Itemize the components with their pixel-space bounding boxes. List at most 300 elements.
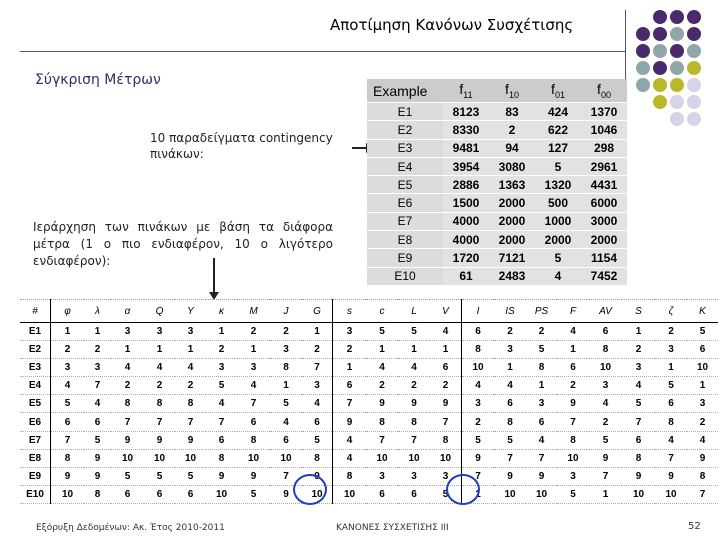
rank-cell: 5: [430, 485, 462, 503]
rank-cell: 2: [51, 341, 85, 359]
rank-cell: 2: [333, 341, 367, 359]
rank-cell: 6: [589, 323, 622, 341]
rank-cell: 7: [494, 449, 526, 467]
rank-cell: 8: [144, 395, 175, 413]
ranking-header-cell: κ: [206, 300, 237, 323]
rank-cell: 1: [462, 485, 495, 503]
ranking-row: [20, 341, 718, 359]
contingency-row: [367, 231, 627, 249]
rank-cell: 6: [51, 413, 85, 431]
rank-cell: 8: [111, 395, 144, 413]
rank-cell: 3: [84, 359, 111, 377]
rank-cell: 8: [622, 449, 655, 467]
contingency-description: 10 παραδείγματα contingency πινάκων:: [150, 131, 333, 161]
rank-cell: 5: [494, 431, 526, 449]
rank-cell: 3: [144, 323, 175, 341]
rank-cell: 10: [302, 485, 333, 503]
rank-cell: 6: [270, 431, 302, 449]
rank-cell: 4: [366, 359, 398, 377]
rank-cell: 2: [206, 341, 237, 359]
rank-cell: 3: [462, 395, 495, 413]
frequency-cell: 1154: [581, 249, 627, 267]
rank-cell: 6: [655, 395, 687, 413]
rank-cell: 3: [270, 341, 302, 359]
f00-header: $f_{00}$: [581, 79, 627, 103]
rank-cell: 3: [206, 359, 237, 377]
frequency-cell: 424: [535, 103, 581, 121]
decorative-dot: [636, 44, 650, 58]
rank-cell: 1: [144, 341, 175, 359]
rank-cell: 5: [589, 431, 622, 449]
rank-cell: 4: [144, 359, 175, 377]
rank-cell: 1: [687, 377, 718, 395]
rank-cell: 5: [366, 323, 398, 341]
rank-cell: 9: [366, 395, 398, 413]
highlight-circle-g-e10: [293, 474, 327, 505]
ranking-table: [20, 299, 718, 504]
ranking-header-cell: PS: [526, 300, 557, 323]
rank-cell: 3: [430, 467, 462, 485]
rank-cell: 8: [270, 359, 302, 377]
frequency-cell: 1320: [535, 176, 581, 194]
rank-cell: 7: [206, 413, 237, 431]
rank-cell: 6: [366, 485, 398, 503]
frequency-cell: 2961: [581, 157, 627, 175]
rank-cell: 3: [237, 359, 270, 377]
ranking-header-cell: ζ: [655, 300, 687, 323]
decorative-dot: [653, 78, 667, 92]
rank-cell: 2: [302, 341, 333, 359]
ranking-row-label: E2: [20, 341, 51, 359]
rank-cell: 6: [398, 485, 430, 503]
rank-cell: 2: [111, 377, 144, 395]
f01-header: $f_{01}$: [535, 79, 581, 103]
decorative-dot: [653, 44, 667, 58]
frequency-cell: 1370: [581, 103, 627, 121]
frequency-cell: 127: [535, 139, 581, 157]
rank-cell: 5: [398, 323, 430, 341]
rank-cell: 4: [333, 449, 367, 467]
rank-cell: 7: [302, 359, 333, 377]
ranking-header-cell: #: [20, 300, 51, 323]
rank-cell: 4: [494, 377, 526, 395]
frequency-cell: 1500: [443, 194, 489, 212]
rank-cell: 8: [175, 395, 206, 413]
rank-cell: 8: [430, 431, 462, 449]
rank-cell: 2: [687, 413, 718, 431]
ranking-row-label: E6: [20, 413, 51, 431]
rank-cell: 5: [51, 395, 85, 413]
rank-cell: 1: [398, 341, 430, 359]
rank-cell: 2: [655, 323, 687, 341]
rank-cell: 2: [84, 341, 111, 359]
ranking-row-label: E4: [20, 377, 51, 395]
decorative-dot: [653, 10, 667, 24]
decorative-dot: [653, 61, 667, 75]
rank-cell: 10: [144, 449, 175, 467]
highlight-circle-i-e10: [446, 474, 480, 505]
decorative-dot: [687, 27, 701, 41]
ranking-header-cell: c: [366, 300, 398, 323]
rank-cell: 4: [270, 413, 302, 431]
ranking-header-cell: s: [333, 300, 367, 323]
rank-cell: 3: [111, 323, 144, 341]
rank-cell: 7: [622, 413, 655, 431]
frequency-cell: 1046: [581, 121, 627, 139]
ranking-row-label: E7: [20, 431, 51, 449]
rank-cell: 10: [111, 449, 144, 467]
rank-cell: 7: [111, 413, 144, 431]
rank-cell: 10: [398, 449, 430, 467]
rank-cell: 6: [144, 485, 175, 503]
rank-cell: 3: [494, 341, 526, 359]
rank-cell: 1: [655, 359, 687, 377]
rank-cell: 1: [589, 485, 622, 503]
frequency-cell: 94: [489, 139, 535, 157]
ranking-header-cell: Y: [175, 300, 206, 323]
rank-cell: 10: [526, 485, 557, 503]
rank-cell: 8: [557, 431, 589, 449]
frequency-cell: 622: [535, 121, 581, 139]
frequency-cell: 1720: [443, 249, 489, 267]
rank-cell: 7: [237, 395, 270, 413]
example-label: E6: [367, 194, 443, 212]
ranking-header-cell: L: [398, 300, 430, 323]
rank-cell: 10: [366, 449, 398, 467]
rank-cell: 4: [333, 431, 367, 449]
rank-cell: 4: [111, 359, 144, 377]
decorative-dot: [670, 112, 684, 126]
rank-cell: 7: [333, 395, 367, 413]
rank-cell: 5: [270, 395, 302, 413]
rank-cell: 2: [237, 323, 270, 341]
rank-cell: 9: [270, 485, 302, 503]
rank-cell: 7: [687, 485, 718, 503]
ranking-header-cell: α: [111, 300, 144, 323]
ranking-header-cell: F: [557, 300, 589, 323]
rank-cell: 1: [430, 341, 462, 359]
ranking-row-label: E1: [20, 323, 51, 341]
rank-cell: 1: [622, 323, 655, 341]
frequency-cell: 8330: [443, 121, 489, 139]
ranking-row: [20, 413, 718, 431]
rank-cell: 6: [111, 485, 144, 503]
rank-cell: 4: [687, 431, 718, 449]
rank-cell: 9: [430, 395, 462, 413]
rank-cell: 3: [687, 395, 718, 413]
ranking-header-cell: φ: [51, 300, 85, 323]
rank-cell: 7: [366, 431, 398, 449]
decorative-dot: [636, 27, 650, 41]
rank-cell: 7: [462, 467, 495, 485]
frequency-cell: 1000: [535, 212, 581, 230]
rank-cell: 8: [462, 341, 495, 359]
rank-cell: 9: [144, 431, 175, 449]
frequency-cell: 7452: [581, 267, 627, 285]
rank-cell: 9: [557, 395, 589, 413]
rank-cell: 4: [589, 395, 622, 413]
ranking-description: Ιεράρχηση των πινάκων με βάση τα διάφορα μέτρα (1 ο πιο ενδιαφέρον, 10 ο λιγότερο ενδιαφέρον):: [33, 220, 333, 268]
rank-cell: 10: [687, 359, 718, 377]
example-label: E4: [367, 157, 443, 175]
rank-cell: 5: [687, 323, 718, 341]
rank-cell: 6: [237, 413, 270, 431]
contingency-row: [367, 157, 627, 175]
rank-cell: 10: [333, 485, 367, 503]
ranking-row: [20, 449, 718, 467]
rank-cell: 2: [430, 377, 462, 395]
decorative-dot: [687, 112, 701, 126]
rank-cell: 1: [557, 341, 589, 359]
rank-cell: 4: [51, 377, 85, 395]
rank-cell: 5: [622, 395, 655, 413]
rank-cell: 8: [302, 449, 333, 467]
rank-cell: 3: [333, 323, 367, 341]
rank-cell: 2: [366, 377, 398, 395]
rank-cell: 6: [687, 341, 718, 359]
decorative-dot: [636, 61, 650, 75]
rank-cell: 9: [84, 449, 111, 467]
contingency-row: [367, 103, 627, 121]
frequency-cell: 2000: [581, 231, 627, 249]
rank-cell: 9: [111, 431, 144, 449]
decorative-dot: [670, 78, 684, 92]
frequency-cell: 5: [535, 157, 581, 175]
ranking-row-label: E3: [20, 359, 51, 377]
rank-cell: 6: [462, 323, 495, 341]
contingency-table: [367, 79, 627, 286]
ranking-row-label: E5: [20, 395, 51, 413]
rank-cell: 8: [526, 359, 557, 377]
ranking-row-label: E9: [20, 467, 51, 485]
f10-header: $f_{10}$: [489, 79, 535, 103]
rank-cell: 4: [302, 395, 333, 413]
rank-cell: 8: [51, 449, 85, 467]
rank-cell: 9: [175, 431, 206, 449]
rank-cell: 8: [237, 431, 270, 449]
ranking-header-cell: I: [462, 300, 495, 323]
ranking-row: [20, 395, 718, 413]
rank-cell: 3: [175, 323, 206, 341]
decorative-dot: [653, 27, 667, 41]
rank-cell: 2: [398, 377, 430, 395]
rank-cell: 10: [494, 485, 526, 503]
frequency-cell: 61: [443, 267, 489, 285]
slide-subtitle: Σύγκριση Μέτρων: [35, 72, 161, 88]
rank-cell: 2: [144, 377, 175, 395]
ranking-row: [20, 431, 718, 449]
ranking-row: [20, 485, 718, 503]
rank-cell: 1: [333, 359, 367, 377]
rank-cell: 6: [557, 359, 589, 377]
rank-cell: 9: [333, 413, 367, 431]
ranking-header-cell: J: [270, 300, 302, 323]
contingency-row: [367, 194, 627, 212]
rank-cell: 4: [622, 377, 655, 395]
rank-cell: 8: [655, 413, 687, 431]
frequency-cell: 2000: [535, 231, 581, 249]
rank-cell: 7: [175, 413, 206, 431]
ranking-row: [20, 377, 718, 395]
ranking-header-cell: λ: [84, 300, 111, 323]
example-label: E5: [367, 176, 443, 194]
rank-cell: 1: [175, 341, 206, 359]
rank-cell: 10: [237, 449, 270, 467]
rank-cell: 4: [175, 359, 206, 377]
contingency-row: [367, 267, 627, 285]
frequency-cell: 4: [535, 267, 581, 285]
frequency-cell: 2: [489, 121, 535, 139]
rank-cell: 5: [302, 431, 333, 449]
rank-cell: 7: [398, 431, 430, 449]
rank-cell: 4: [526, 431, 557, 449]
rank-cell: 6: [494, 395, 526, 413]
rank-cell: 9: [237, 467, 270, 485]
ranking-header-cell: V: [430, 300, 462, 323]
frequency-cell: 5: [535, 249, 581, 267]
rank-cell: 2: [622, 341, 655, 359]
rank-cell: 6: [84, 413, 111, 431]
rank-cell: 2: [494, 323, 526, 341]
rank-cell: 10: [206, 485, 237, 503]
rank-cell: 5: [111, 467, 144, 485]
rank-cell: 10: [589, 359, 622, 377]
rank-cell: 7: [84, 377, 111, 395]
rank-cell: 9: [494, 467, 526, 485]
contingency-row: [367, 176, 627, 194]
footer-course: Εξόρυξη Δεδομένων: Ακ. Έτος 2010-2011: [36, 523, 225, 533]
frequency-cell: 4431: [581, 176, 627, 194]
ranking-row: [20, 359, 718, 377]
rank-cell: 4: [557, 323, 589, 341]
rank-cell: 4: [462, 377, 495, 395]
rank-cell: 7: [557, 413, 589, 431]
rank-cell: 9: [462, 449, 495, 467]
rank-cell: 5: [175, 467, 206, 485]
ranking-row-label: E10: [20, 485, 51, 503]
rank-cell: 7: [430, 413, 462, 431]
example-label: E2: [367, 121, 443, 139]
rank-cell: 8: [398, 413, 430, 431]
rank-cell: 10: [622, 485, 655, 503]
rank-cell: 6: [622, 431, 655, 449]
frequency-cell: 2886: [443, 176, 489, 194]
ranking-header-cell: M: [237, 300, 270, 323]
rank-cell: 7: [589, 467, 622, 485]
decorative-dot: [687, 44, 701, 58]
rank-cell: 8: [687, 467, 718, 485]
ranking-row: [20, 467, 718, 485]
contingency-header-row: [367, 79, 627, 103]
rank-cell: 9: [526, 467, 557, 485]
rank-cell: 2: [175, 377, 206, 395]
rank-cell: 3: [655, 341, 687, 359]
rank-cell: 10: [175, 449, 206, 467]
ranking-header-row: [20, 300, 718, 323]
frequency-cell: 8123: [443, 103, 489, 121]
rank-cell: 10: [430, 449, 462, 467]
frequency-cell: 1363: [489, 176, 535, 194]
rank-cell: 9: [84, 467, 111, 485]
example-label: E9: [367, 249, 443, 267]
rank-cell: 1: [84, 323, 111, 341]
rank-cell: 7: [526, 449, 557, 467]
rank-cell: 8: [333, 467, 367, 485]
decorative-dot: [670, 44, 684, 58]
rank-cell: 1: [237, 341, 270, 359]
rank-cell: 1: [206, 323, 237, 341]
example-label: E3: [367, 139, 443, 157]
frequency-cell: 2000: [489, 212, 535, 230]
rank-cell: 1: [302, 323, 333, 341]
frequency-cell: 4000: [443, 212, 489, 230]
rank-cell: 5: [462, 431, 495, 449]
ranking-header-cell: IS: [494, 300, 526, 323]
footer-topic: ΚΑΝΟΝΕΣ ΣΥΣΧΕΤΙΣΗΣ ΙΙΙ: [336, 523, 449, 533]
frequency-cell: 83: [489, 103, 535, 121]
rank-cell: 9: [302, 467, 333, 485]
ranking-header-cell: AV: [589, 300, 622, 323]
rank-cell: 9: [51, 467, 85, 485]
frequency-cell: 298: [581, 139, 627, 157]
frequency-cell: 6000: [581, 194, 627, 212]
rank-cell: 10: [655, 485, 687, 503]
example-label: E1: [367, 103, 443, 121]
rank-cell: 1: [494, 359, 526, 377]
example-label: E7: [367, 212, 443, 230]
f11-header: $f_{11}$: [443, 79, 489, 103]
ranking-header-cell: G: [302, 300, 333, 323]
rank-cell: 6: [526, 413, 557, 431]
rank-cell: 9: [589, 449, 622, 467]
frequency-cell: 3080: [489, 157, 535, 175]
rank-cell: 10: [557, 449, 589, 467]
decorative-dot: [636, 78, 650, 92]
rank-cell: 9: [398, 395, 430, 413]
rank-cell: 8: [366, 413, 398, 431]
decorative-dot: [653, 95, 667, 109]
page-number: 52: [688, 521, 701, 532]
rank-cell: 3: [589, 377, 622, 395]
rank-cell: 7: [270, 467, 302, 485]
rank-cell: 4: [206, 395, 237, 413]
frequency-cell: 2483: [489, 267, 535, 285]
frequency-cell: 2000: [489, 231, 535, 249]
rank-cell: 3: [398, 467, 430, 485]
rank-cell: 2: [462, 413, 495, 431]
rank-cell: 2: [557, 377, 589, 395]
rank-cell: 4: [430, 323, 462, 341]
decorative-dot: [687, 78, 701, 92]
rank-cell: 5: [526, 341, 557, 359]
rank-cell: 6: [175, 485, 206, 503]
rank-cell: 6: [430, 359, 462, 377]
contingency-row: [367, 249, 627, 267]
decorative-dot: [687, 10, 701, 24]
frequency-cell: 500: [535, 194, 581, 212]
rank-cell: 8: [589, 341, 622, 359]
rank-cell: 6: [333, 377, 367, 395]
example-label: E8: [367, 231, 443, 249]
rank-cell: 3: [622, 359, 655, 377]
decorative-dot: [670, 10, 684, 24]
rank-cell: 3: [302, 377, 333, 395]
rank-cell: 5: [144, 467, 175, 485]
rank-cell: 1: [270, 377, 302, 395]
rank-cell: 7: [51, 431, 85, 449]
rank-cell: 10: [462, 359, 495, 377]
rank-cell: 4: [84, 395, 111, 413]
